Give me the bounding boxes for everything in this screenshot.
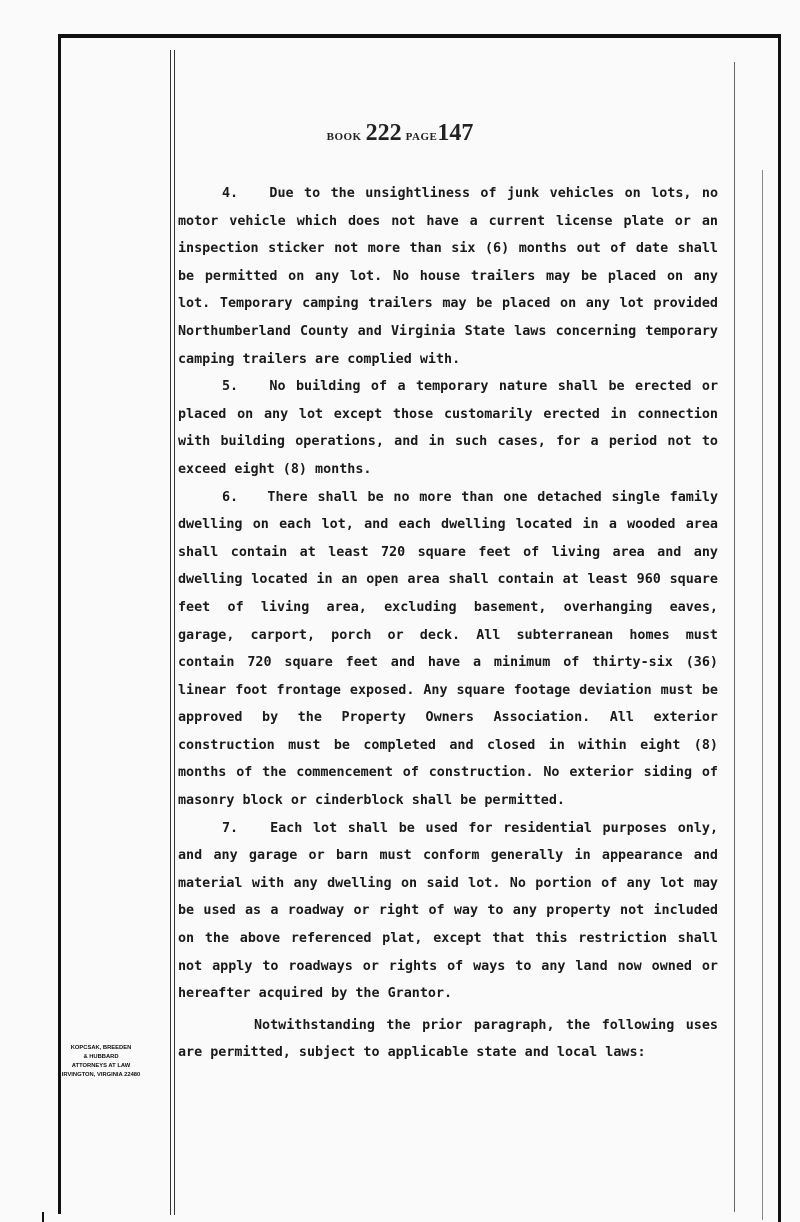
notwithstanding-paragraph: Notwithstanding the prior paragraph, the following uses are permitted, subject to applicable state and local laws: — [178, 1017, 718, 1061]
page-number: 147 — [437, 120, 474, 146]
book-number: 222 — [365, 120, 402, 146]
paragraph-text: No building of a temporary nature shall be erected or placed on any lot except those customarily erected in connection with building operations, and in such cases, for a period not to exceed eight (8) months. — [178, 379, 719, 477]
margin-line-left-2 — [174, 50, 175, 1215]
paragraph-text: There shall be no more than one detached single family dwelling on each lot, and each dwelling located in a wooded area shall contain at least 720 square feet of living area and any dwelling located in an open area shall contain at least 960 square feet of living area, excluding basement, overhanging eaves, garage, carport, porch or deck. All subterranean homes must contain 720 square feet and have a minimum of thirty-six (36) linear foot frontage exposed. Any square footage deviation must be approved by the Property Owners Association. All exterior construction must be completed and closed in within eight (8) months of the commencement of construction. No exterior siding of masonry block or cinderblock shall be permitted. — [178, 489, 719, 809]
page-label: PAGE — [405, 131, 438, 143]
document-body — [178, 180, 718, 1067]
firm-name-line: KOPCSAK, BREEDEN — [70, 1045, 132, 1051]
paragraph-5 — [178, 373, 718, 483]
margin-line-left-1 — [170, 50, 171, 1215]
paragraph-text: Each lot shall be used for residential purposes only, and any garage or barn must conform generally in appearance and material with any dwelling on said lot. No portion of any lot may be used as a roadway or right of way to any property not included on the above referenced plat, except that this restriction shall not apply to roadways or rights of ways to any land now owned or hereafter acquired by the Grantor. — [178, 820, 718, 1002]
paragraph-7 — [178, 815, 718, 1008]
paragraph-number: 7. — [222, 820, 239, 836]
paragraph-number: 4. — [222, 186, 239, 201]
left-border-line — [58, 34, 61, 1214]
firm-address: IRVINGTON, VIRGINIA 22480 — [61, 1072, 141, 1078]
paragraph-6 — [178, 484, 718, 815]
margin-line-right-2 — [762, 170, 763, 1220]
paragraph-number: 6. — [222, 489, 239, 505]
law-firm-stamp — [46, 1044, 156, 1080]
margin-line-right-1 — [734, 62, 735, 1212]
bottom-left-mark — [42, 1212, 44, 1222]
firm-descriptor: ATTORNEYS AT LAW — [71, 1063, 131, 1069]
top-border-line — [58, 34, 780, 38]
paragraph-text: Due to the unsightliness of junk vehicles on lots, no motor vehicle which does not have a current license plate or an inspection sticker not more than six (6) months out of date shall be permitted on any lot. No house trailers may be placed on any lot. Temporary camping trailers may be placed on any lot provided Northumberland County and Virginia State laws concerning temporary camping trailers are complied with. — [178, 186, 719, 367]
firm-name-line-2: & HUBBARD — [83, 1054, 119, 1060]
book-label: BOOK — [326, 131, 362, 143]
right-border-line — [778, 34, 781, 1222]
paragraph-number: 5. — [222, 379, 239, 395]
book-page-header — [0, 120, 800, 147]
paragraph-4 — [178, 180, 718, 373]
